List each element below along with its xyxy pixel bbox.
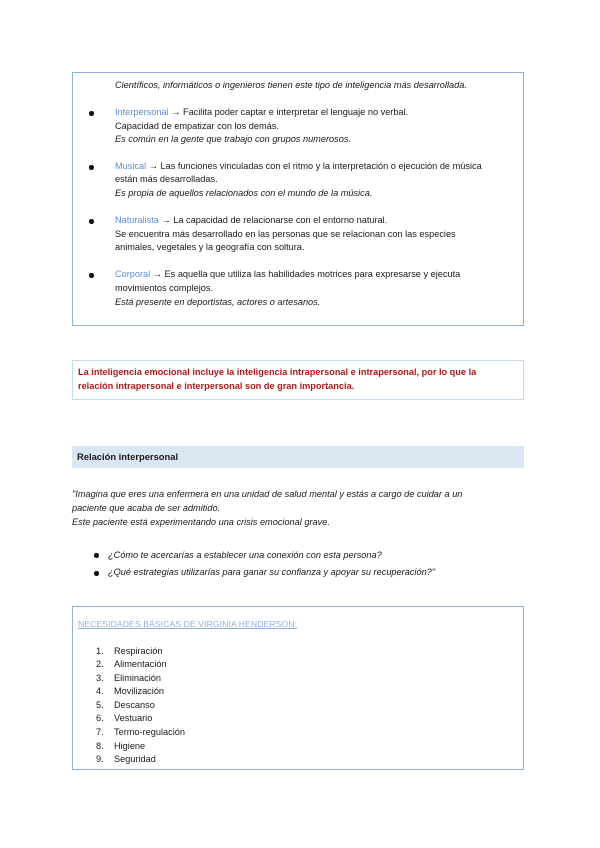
emotional-note bbox=[72, 360, 524, 400]
bullet-icon bbox=[89, 111, 94, 116]
section-header bbox=[72, 446, 524, 468]
need-number: 2. bbox=[96, 659, 104, 669]
intro-line: Científicos, informáticos o ingenieros tienen este tipo de inteligencia más desarrollada. bbox=[115, 80, 467, 90]
need-number: 6. bbox=[96, 713, 104, 723]
need-number: 1. bbox=[96, 646, 104, 656]
need-item: Higiene bbox=[114, 741, 146, 751]
need-item: Termo-regulación bbox=[114, 727, 185, 737]
item-naturalista-name: Naturalista bbox=[115, 215, 159, 225]
need-item: Respiración bbox=[114, 646, 163, 656]
scenario-question: ¿Qué estrategias utilizarías para ganar su confianza y apoyar su recuperación?" bbox=[108, 567, 436, 577]
scenario-line: paciente que acaba de ser admitido. bbox=[72, 503, 221, 513]
need-item: Movilización bbox=[114, 686, 165, 696]
item-interpersonal-line: Capacidad de empatizar con los demás. bbox=[115, 121, 279, 131]
need-item: Alimentación bbox=[114, 659, 167, 669]
item-musical-line: están más desarrolladas. bbox=[115, 174, 218, 184]
bullet-icon bbox=[94, 553, 99, 558]
emotional-note-line: relación intrapersonal e interpersonal son de gran importancia. bbox=[78, 381, 355, 391]
item-interpersonal-example: Es común en la gente que trabajo con grupos numerosos. bbox=[115, 134, 351, 144]
item-corporal-line: movimientos complejos. bbox=[115, 283, 214, 293]
emotional-note-line: La inteligencia emocional incluye la inteligencia intrapersonal e intrapersonal, por lo que la bbox=[78, 367, 477, 377]
need-number: 9. bbox=[96, 754, 104, 764]
henderson-heading: NECESIDADES BÁSICAS DE VIRGINIA HENDERSON: bbox=[78, 619, 298, 629]
item-naturalista: Naturalista → La capacidad de relacionarse con el entorno natural. bbox=[115, 215, 388, 225]
need-item: Descanso bbox=[114, 700, 155, 710]
bullet-icon bbox=[89, 219, 94, 224]
need-number: 7. bbox=[96, 727, 104, 737]
need-item: Seguridad bbox=[114, 754, 156, 764]
scenario-line: "Imagina que eres una enfermera en una unidad de salud mental y estás a cargo de cuidar a un bbox=[72, 489, 463, 499]
item-corporal-name: Corporal bbox=[115, 269, 151, 279]
bullet-icon bbox=[89, 165, 94, 170]
scenario-line: Este paciente está experimentando una crisis emocional grave. bbox=[72, 517, 330, 527]
section-header-title: Relación interpersonal bbox=[77, 451, 179, 462]
need-number: 4. bbox=[96, 686, 104, 696]
item-corporal: Corporal → Es aquella que utiliza las habilidades motrices para expresarse y ejecuta bbox=[115, 269, 461, 279]
item-musical-name: Musical bbox=[115, 161, 147, 171]
need-item: Vestuario bbox=[114, 713, 153, 723]
item-interpersonal: Interpersonal → Facilita poder captar e interpretar el lenguaje no verbal. bbox=[115, 107, 409, 117]
item-musical: Musical → Las funciones vinculadas con el ritmo y la interpretación o ejecución de música bbox=[115, 161, 482, 171]
item-musical-example: Es propia de aquellos relacionados con el mundo de la música. bbox=[115, 188, 373, 198]
need-item: Eliminación bbox=[114, 673, 161, 683]
need-number: 5. bbox=[96, 700, 104, 710]
bullet-icon bbox=[89, 273, 94, 278]
need-number: 3. bbox=[96, 673, 104, 683]
need-number: 8. bbox=[96, 741, 104, 751]
item-corporal-example: Está presente en deportistas, actores o artesanos. bbox=[115, 297, 321, 307]
item-naturalista-line: Se encuentra más desarrollado en las personas que se relacionan con las especies bbox=[115, 229, 456, 239]
item-interpersonal-name: Interpersonal bbox=[115, 107, 169, 117]
bullet-icon bbox=[94, 571, 99, 576]
scenario-question: ¿Cómo te acercarías a establecer una conexión con esta persona? bbox=[108, 550, 382, 560]
item-naturalista-line: animales, vegetales y la geografía con soltura. bbox=[115, 242, 305, 252]
